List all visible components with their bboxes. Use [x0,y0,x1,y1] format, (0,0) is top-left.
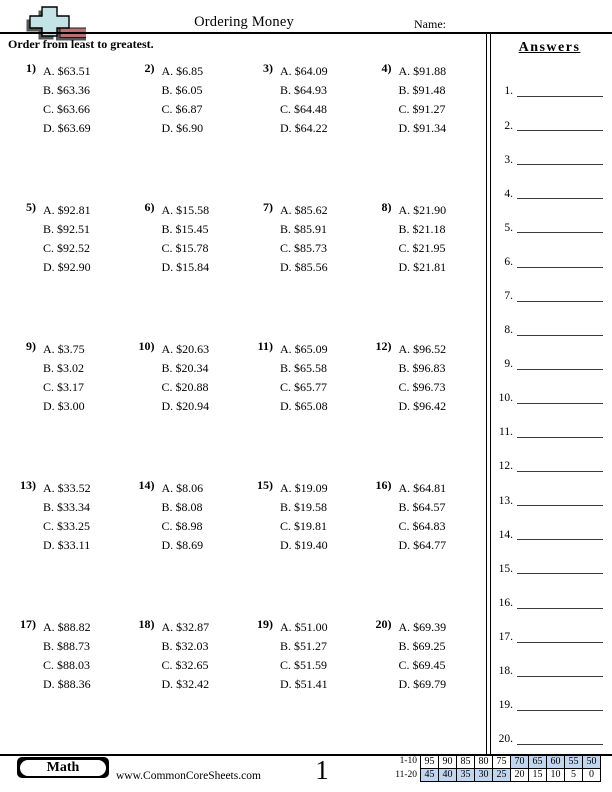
option-line: A. $19.09 [280,481,328,495]
problem-number: 14) [138,478,155,492]
page-number: 1 [315,755,329,785]
answer-number: 1. [504,85,513,98]
answer-blank-line [517,505,603,506]
problem-number: 7) [263,200,273,214]
answer-row [487,712,612,746]
problem-options [280,340,328,416]
option-line: B. $65.58 [280,361,328,375]
instruction-text: Order from least to greatest. [8,37,154,51]
option-line: D. $64.77 [398,538,447,552]
option-line: D. $51.41 [280,677,328,691]
brand-label: Math [20,760,106,776]
problem-block [368,479,487,618]
option-line: A. $65.09 [280,342,328,356]
option-line: A. $15.58 [161,203,210,217]
score-cell: 55 [564,755,583,769]
option-line: C. $88.03 [43,658,91,672]
score-row-label: 1-10 [399,756,417,766]
option-line: A. $33.52 [43,481,91,495]
option-line: C. $19.81 [280,519,328,533]
option-line: C. $8.98 [161,519,203,533]
score-cell: 95 [420,755,439,769]
problems-grid [12,62,486,757]
option-line: B. $32.03 [161,639,209,653]
option-line: D. $64.22 [280,121,328,135]
problem-options [399,340,447,416]
answer-blank-line [517,335,603,336]
score-cell: 80 [474,755,493,769]
option-line: C. $21.95 [398,241,446,255]
brand-badge [17,757,109,778]
answer-row [487,473,612,507]
option-line: A. $92.81 [43,203,91,217]
option-line: C. $20.88 [161,380,209,394]
answer-number: 15. [498,562,513,575]
option-line: B. $19.58 [280,500,328,514]
answer-row [487,200,612,234]
problem-block [249,479,368,618]
option-line: A. $6.85 [161,64,204,78]
option-line: D. $20.94 [161,399,210,413]
option-line: B. $85.91 [280,222,328,236]
option-line: C. $63.66 [43,102,91,116]
option-line: D. $96.42 [398,399,447,413]
option-line: B. $92.51 [43,222,91,236]
problem-number: 18) [138,617,155,631]
option-line: B. $96.83 [398,361,446,375]
answer-number: 19. [498,699,513,712]
option-line: C. $96.73 [398,380,446,394]
option-line: B. $64.57 [398,500,446,514]
option-line: C. $85.73 [280,241,328,255]
option-line: A. $3.75 [43,342,85,356]
option-line: D. $88.36 [43,677,91,691]
answer-number: 13. [498,494,513,507]
answer-number: 6. [504,255,513,268]
problem-options [43,62,91,138]
answer-number: 3. [504,153,513,166]
problem-options [43,340,85,416]
score-cell: 20 [510,768,529,783]
score-cell: 70 [510,755,529,769]
problem-number: 2) [144,61,155,75]
problem-options [280,479,328,555]
answer-row [487,644,612,678]
option-line: A. $21.90 [398,203,447,217]
answer-blank-line [517,676,603,677]
option-line: D. $69.79 [398,677,447,691]
answer-number: 18. [498,665,513,678]
problem-number: 8) [381,200,392,214]
answers-heading: Answers [518,40,581,55]
problem-block [249,201,368,340]
option-line: A. $20.63 [161,342,210,356]
problem-number: 5) [26,200,36,214]
answer-row [487,269,612,303]
answer-blank-line [517,573,603,574]
problem-number: 1) [26,61,36,75]
problem-number: 12) [375,339,392,353]
answers-panel [486,33,612,755]
answer-row [487,439,612,473]
option-line: D. $19.40 [280,538,328,552]
page-title: Ordering Money [194,14,294,30]
score-row-label: 11-20 [395,769,417,780]
score-cell: 45 [420,768,439,783]
score-cell: 40 [438,768,457,783]
answer-blank-line [517,437,603,438]
answer-blank-line [517,471,603,472]
option-line: C. $33.25 [43,519,91,533]
answer-row [487,507,612,541]
option-line: D. $15.84 [161,260,210,274]
answer-row [487,234,612,268]
option-line: B. $69.25 [398,639,446,653]
problem-options [162,340,210,416]
problem-block [131,618,250,757]
answer-number: 8. [504,324,513,337]
problem-options [43,618,91,694]
option-line: A. $85.62 [280,203,328,217]
website-text: www.CommonCoreSheets.com [116,770,261,782]
score-cell: 35 [456,768,475,783]
option-line: C. $3.17 [43,380,85,394]
problem-number: 19) [257,617,273,631]
problem-block [249,340,368,479]
problem-number: 6) [144,200,155,214]
problem-block [131,201,250,340]
problem-options [162,62,204,138]
problem-number: 11) [257,339,273,353]
problem-number: 9) [26,339,36,353]
answer-rows [487,64,612,746]
answer-row [487,98,612,132]
answer-row [487,337,612,371]
answer-blank-line [517,130,603,131]
answer-row [487,64,612,98]
problem-options [399,618,447,694]
answer-blank-line [517,744,603,745]
option-line: A. $96.52 [398,342,447,356]
score-table [379,755,601,782]
answer-number: 16. [498,596,513,609]
option-line: B. $21.18 [398,222,446,236]
option-line: D. $6.90 [161,121,204,135]
score-cell: 25 [492,768,511,783]
answer-blank-line [517,96,603,97]
problem-options [162,618,210,694]
answer-number: 14. [498,528,513,541]
score-cell: 30 [474,768,493,783]
answer-row [487,678,612,712]
option-line: C. $32.65 [161,658,209,672]
problem-block [368,201,487,340]
option-line: D. $21.81 [398,260,447,274]
score-cell: 0 [582,768,601,783]
answer-row [487,575,612,609]
answer-row [487,610,612,644]
answer-number: 11. [499,426,513,439]
problem-block [249,618,368,757]
answer-blank-line [517,369,603,370]
answer-blank-line [517,301,603,302]
problem-block [12,340,131,479]
option-line: A. $51.00 [280,620,328,634]
answer-blank-line [517,403,603,404]
option-line: D. $91.34 [398,121,447,135]
score-cell: 65 [528,755,547,769]
option-line: C. $64.48 [280,102,328,116]
answer-number: 5. [504,221,513,234]
answer-blank-line [517,642,603,643]
option-line: C. $92.52 [43,241,91,255]
option-line: B. $51.27 [280,639,328,653]
answer-blank-line [517,608,603,609]
problem-options [399,62,447,138]
score-cell: 75 [492,755,511,769]
score-cell: 90 [438,755,457,769]
option-line: B. $20.34 [161,361,209,375]
answer-row [487,541,612,575]
problem-number: 17) [20,617,36,631]
score-cell: 60 [546,755,565,769]
option-line: A. $8.06 [161,481,204,495]
name-label: Name: [414,17,446,31]
answer-number: 10. [498,392,513,405]
problem-options [399,201,447,277]
option-line: A. $64.81 [398,481,447,495]
problem-block [12,62,131,201]
answer-blank-line [517,539,603,540]
score-cell: 50 [582,755,601,769]
answer-blank-line [517,267,603,268]
answer-number: 4. [504,187,513,200]
problem-block [131,62,250,201]
option-line: C. $65.77 [280,380,328,394]
option-line: D. $63.69 [43,121,91,135]
option-line: A. $69.39 [398,620,447,634]
score-cell: 5 [564,768,583,783]
option-line: D. $32.42 [161,677,210,691]
answer-blank-line [517,164,603,165]
answer-row [487,303,612,337]
problem-block [249,62,368,201]
option-line: A. $63.51 [43,64,91,78]
problem-block [368,340,487,479]
problem-block [368,62,487,201]
problem-options [43,201,91,277]
option-line: B. $33.34 [43,500,91,514]
answer-number: 20. [498,733,513,746]
option-line: C. $91.27 [398,102,446,116]
problem-options [162,479,204,555]
problem-block [131,479,250,618]
problem-options [280,618,328,694]
answer-row [487,132,612,166]
answer-blank-line [517,198,603,199]
option-line: D. $92.90 [43,260,91,274]
problem-number: 4) [381,61,392,75]
answer-number: 9. [504,358,513,371]
problem-block [368,618,487,757]
option-line: D. $85.56 [280,260,328,274]
answer-blank-line [517,710,603,711]
problem-number: 13) [20,478,36,492]
answer-number: 12. [498,460,513,473]
option-line: B. $6.05 [161,83,203,97]
option-line: D. $33.11 [43,538,91,552]
option-line: C. $6.87 [161,102,203,116]
option-line: B. $3.02 [43,361,85,375]
problem-block [131,340,250,479]
answers-divider-rule [490,33,491,755]
option-line: A. $32.87 [161,620,210,634]
answer-number: 2. [504,119,513,132]
option-line: C. $15.78 [161,241,209,255]
option-line: B. $91.48 [398,83,446,97]
problem-options [280,201,328,277]
option-line: B. $15.45 [161,222,209,236]
problem-number: 16) [375,478,392,492]
problem-number: 15) [257,478,273,492]
problem-options [43,479,91,555]
problem-number: 3) [263,61,273,75]
problem-options [280,62,328,138]
answer-number: 17. [498,630,513,643]
option-line: C. $69.45 [398,658,446,672]
problem-options [399,479,447,555]
option-line: B. $63.36 [43,83,91,97]
option-line: D. $8.69 [161,538,204,552]
option-line: C. $64.83 [398,519,446,533]
answer-row [487,166,612,200]
option-line: A. $88.82 [43,620,91,634]
problem-block [12,618,131,757]
option-line: A. $91.88 [398,64,447,78]
answer-row [487,405,612,439]
option-line: B. $64.93 [280,83,328,97]
answer-blank-line [517,232,603,233]
option-line: B. $8.08 [161,500,203,514]
score-cell: 15 [528,768,547,783]
score-cell: 10 [546,768,565,783]
option-line: C. $51.59 [280,658,328,672]
problem-number: 20) [375,617,392,631]
option-line: B. $88.73 [43,639,91,653]
answer-row [487,371,612,405]
problem-number: 10) [138,339,155,353]
problem-options [162,201,210,277]
option-line: D. $3.00 [43,399,85,413]
option-line: D. $65.08 [280,399,328,413]
option-line: A. $64.09 [280,64,328,78]
score-cell: 85 [456,755,475,769]
problem-block [12,201,131,340]
problem-block [12,479,131,618]
answer-number: 7. [504,290,513,303]
